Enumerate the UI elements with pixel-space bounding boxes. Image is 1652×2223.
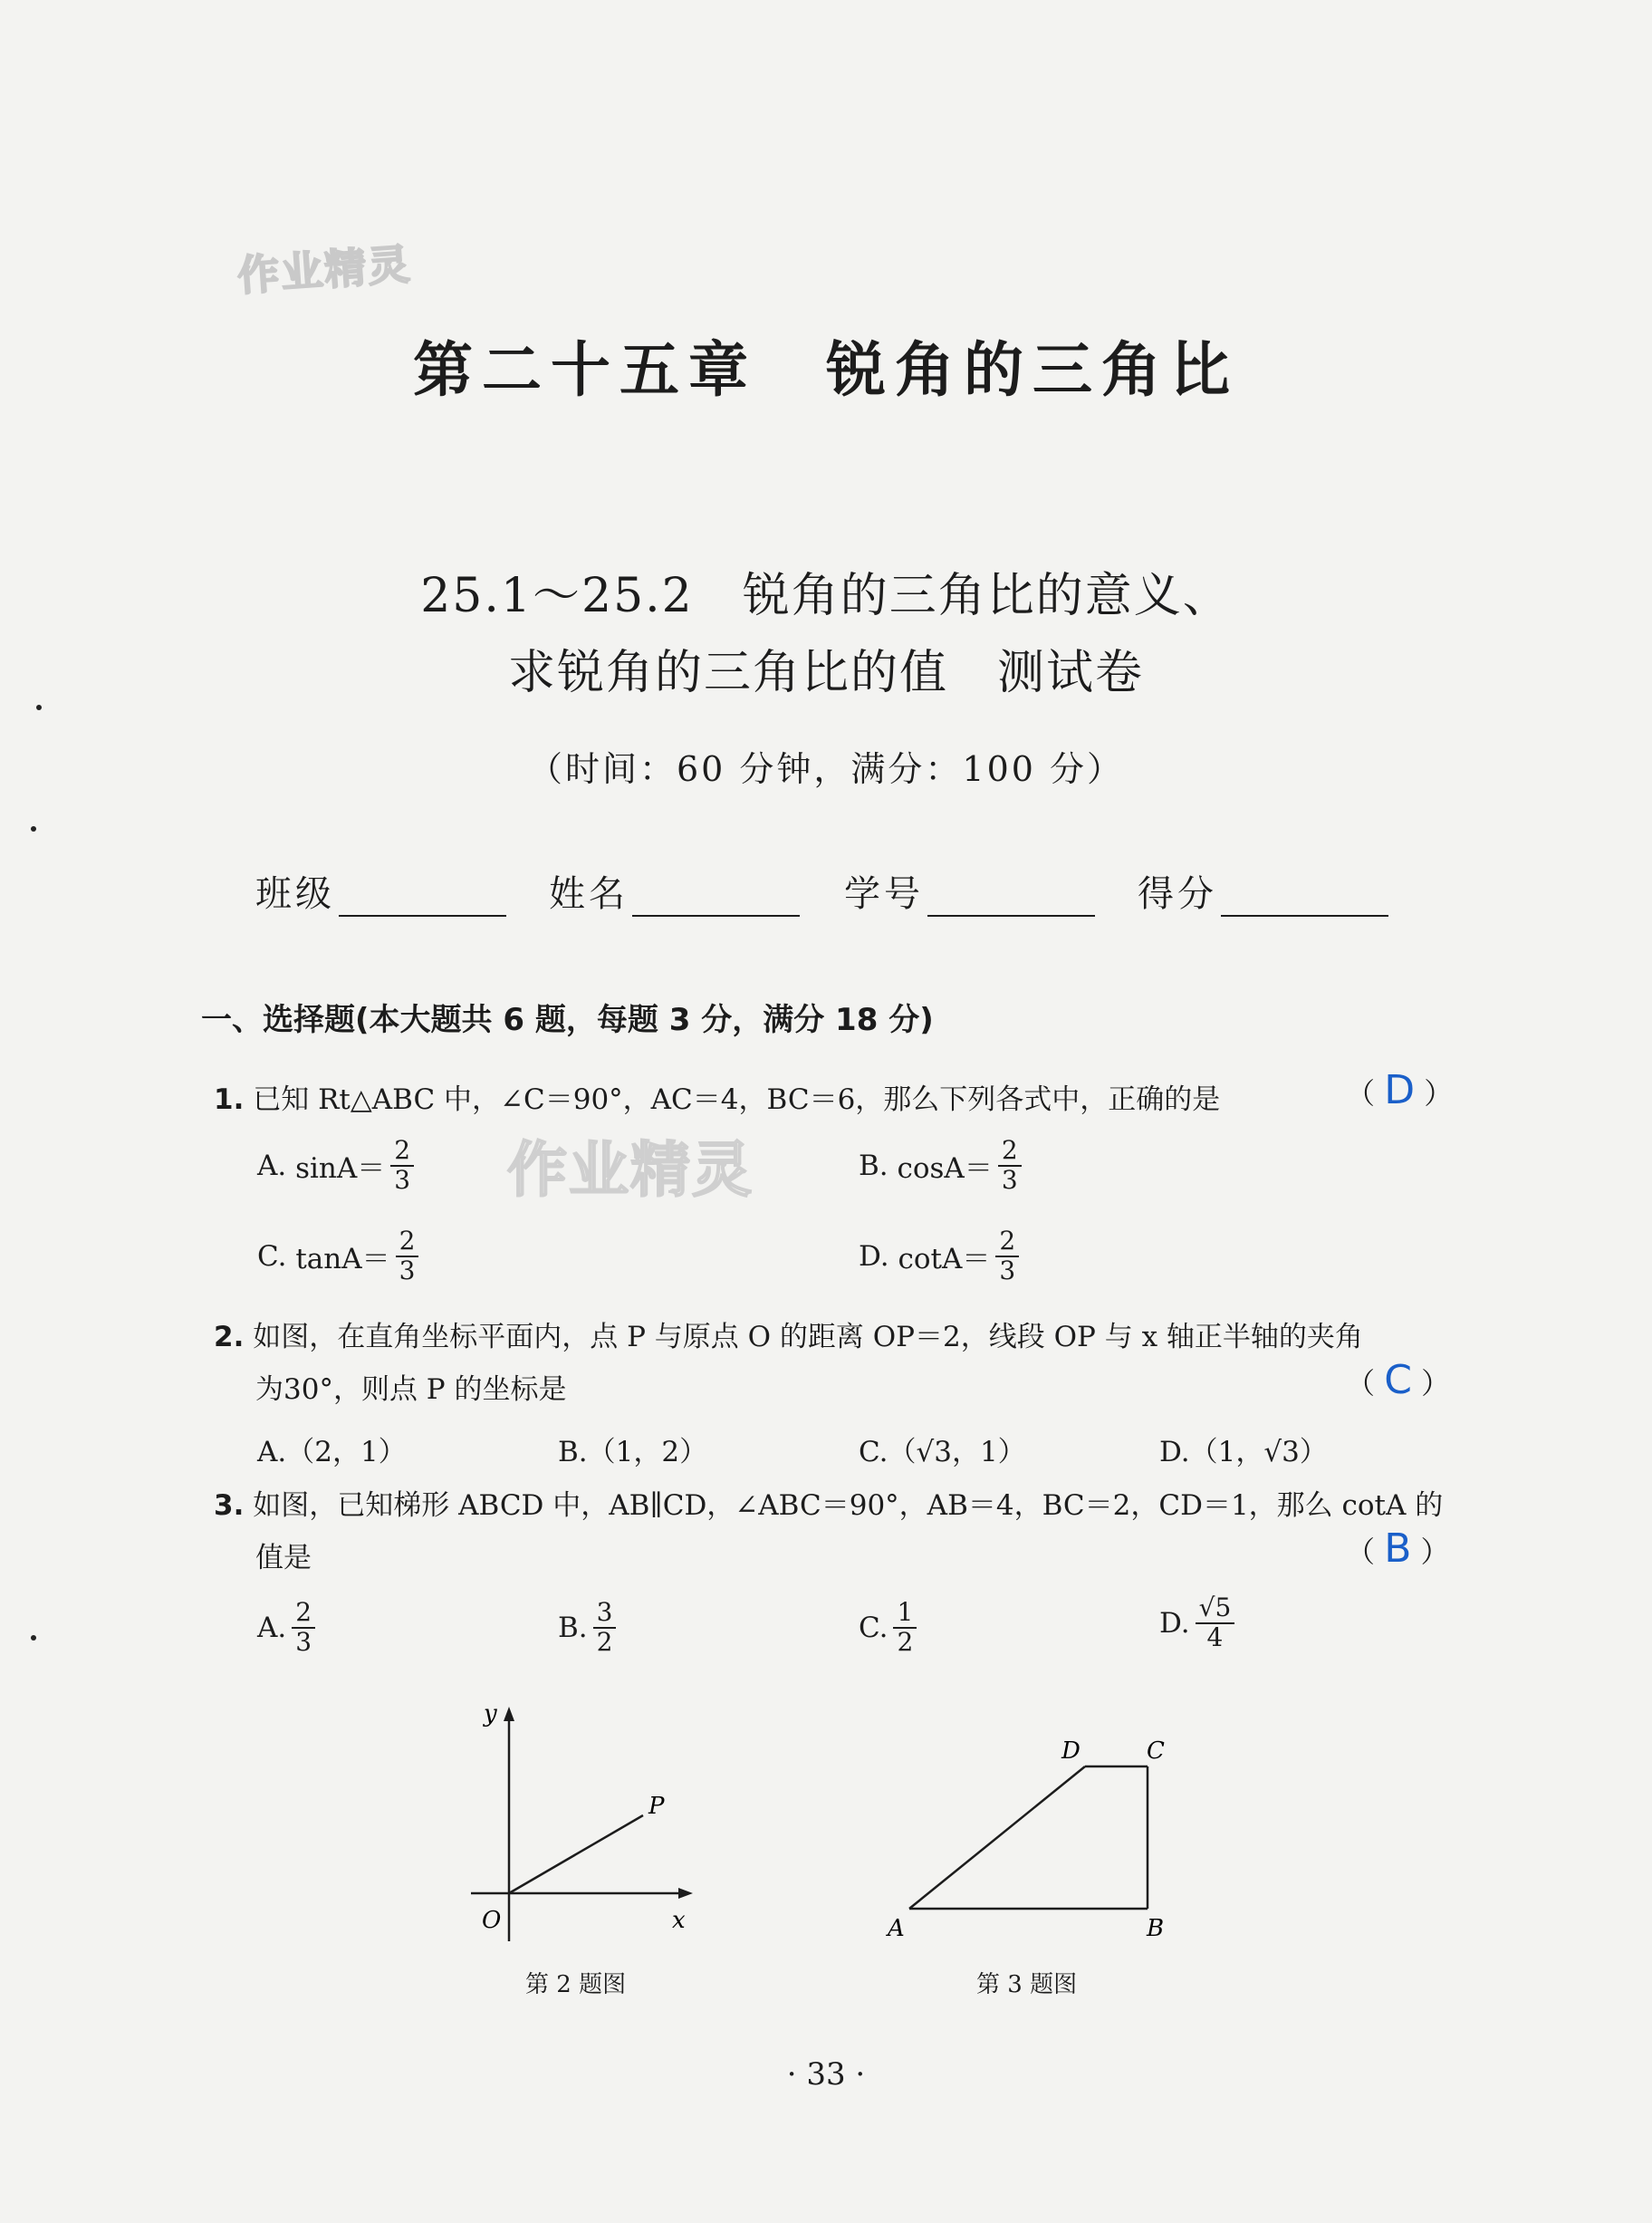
chapter-title: 第二十五章 锐角的三角比 [413, 335, 1239, 405]
score-field [1138, 865, 1388, 917]
q2-number: 2. [214, 1321, 245, 1353]
option-label: B. [558, 1611, 588, 1644]
segment-op [509, 1815, 643, 1893]
q2-answer-box: （ C ） [1346, 1357, 1451, 1403]
option-label: D. [859, 1239, 889, 1273]
label-a: A [888, 1915, 905, 1942]
name-blank[interactable] [632, 881, 800, 917]
q1-option-a[interactable] [257, 1137, 414, 1195]
student-id-field [844, 865, 1095, 917]
q3-option-c[interactable] [859, 1599, 917, 1657]
q3-option-a[interactable] [257, 1599, 315, 1657]
fraction-num: 2 [995, 1227, 1019, 1257]
student-id-label: 学号 [844, 873, 924, 915]
option-expr: cosA＝ [897, 1152, 993, 1186]
class-blank[interactable] [339, 881, 506, 917]
margin-dot [31, 1635, 36, 1641]
q3-option-d[interactable] [1159, 1594, 1234, 1652]
option-expr: sinA＝ [295, 1152, 386, 1186]
q3-answer: B [1384, 1525, 1412, 1572]
fraction-num: 2 [998, 1137, 1022, 1167]
q3-answer-box: （ B ） [1346, 1525, 1450, 1572]
y-axis-arrow [504, 1707, 514, 1721]
option-label: B. [859, 1149, 888, 1182]
watermark-middle: 作业精灵 [507, 1135, 754, 1205]
margin-dot [31, 826, 36, 832]
q3-text-line2: 值是 [255, 1542, 312, 1574]
q2-option-a[interactable]: A.（2，1） [257, 1436, 407, 1468]
fraction-den: 2 [897, 1626, 914, 1657]
fraction-num: 1 [893, 1599, 917, 1629]
fraction-num: 3 [593, 1599, 617, 1629]
figure-2 [453, 1701, 706, 1946]
label-c: C [1147, 1737, 1165, 1765]
option-label: D. [1159, 1606, 1190, 1640]
option-expr: cotA＝ [898, 1243, 991, 1276]
time-info: （时间：60 分钟，满分：100 分） [527, 749, 1125, 789]
score-blank[interactable] [1221, 881, 1388, 917]
margin-dot [36, 705, 42, 710]
q1-answer-box: （ D ） [1346, 1067, 1454, 1113]
fraction [995, 1227, 1019, 1285]
fraction-den: 3 [1001, 1164, 1018, 1195]
option-expr: tanA＝ [295, 1243, 390, 1276]
page-number: · 33 · [786, 2056, 866, 2093]
q3-number: 3. [214, 1489, 245, 1522]
q1-stem [214, 1076, 1220, 1117]
q1-answer: D [1384, 1067, 1416, 1113]
fraction-num: 2 [396, 1227, 419, 1257]
figure-2-caption: 第 2 题图 [525, 1971, 627, 1998]
fraction [1196, 1594, 1235, 1652]
option-label: C. [859, 1611, 888, 1644]
watermark-top: 作业精灵 [235, 239, 413, 301]
x-axis-arrow [678, 1888, 693, 1899]
label-y: y [484, 1701, 497, 1727]
q2-text-line2: 为30°，则点 P 的坐标是 [255, 1373, 567, 1406]
fraction-den: 3 [399, 1255, 416, 1285]
q3-text-line1: 如图，已知梯形 ABCD 中，AB∥CD，∠ABC＝90°，AB＝4，BC＝2，CD＝1，那么 cotA 的 [253, 1489, 1444, 1522]
fraction-num: 2 [292, 1599, 315, 1629]
q2-option-d[interactable]: D.（1，√3） [1159, 1436, 1328, 1468]
class-field [255, 865, 506, 917]
q2-text-line1: 如图，在直角坐标平面内，点 P 与原点 O 的距离 OP＝2，线段 OP 与 x 轴正半轴的夹角 [253, 1321, 1363, 1353]
fraction-den: 2 [596, 1626, 613, 1657]
label-x: x [672, 1907, 686, 1934]
q2-option-b[interactable]: B.（1，2） [558, 1436, 708, 1468]
q3-stem-line1 [214, 1482, 1443, 1523]
section-title-line1: 25.1～25.2 锐角的三角比的意义、 [420, 569, 1232, 623]
fraction [998, 1137, 1022, 1195]
fraction [292, 1599, 315, 1657]
q1-option-b[interactable] [859, 1137, 1022, 1195]
fraction-den: 3 [394, 1164, 411, 1195]
name-field [549, 865, 800, 917]
fraction-den: 4 [1206, 1622, 1224, 1652]
option-label: A. [257, 1149, 287, 1182]
part1-heading: 一、选择题(本大题共 6 题，每题 3 分，满分 18 分) [201, 1002, 934, 1038]
figure-3-caption: 第 3 题图 [976, 1971, 1078, 1998]
label-p: P [648, 1793, 665, 1820]
fraction [390, 1137, 414, 1195]
label-b: B [1147, 1915, 1165, 1942]
q1-option-d[interactable] [859, 1227, 1019, 1285]
label-o: O [482, 1907, 502, 1934]
section-title-line2: 求锐角的三角比的值 测试卷 [507, 646, 1144, 700]
fraction-num: √5 [1196, 1594, 1235, 1624]
label-d: D [1061, 1737, 1081, 1765]
option-label: C. [257, 1239, 287, 1273]
q2-stem-line1 [214, 1314, 1363, 1354]
fraction-den: 3 [999, 1255, 1016, 1285]
figure-3 [879, 1726, 1177, 1948]
fraction [396, 1227, 419, 1285]
q1-option-c[interactable] [257, 1227, 418, 1285]
fraction [593, 1599, 617, 1657]
option-label: A. [257, 1611, 287, 1644]
q2-answer: C [1384, 1357, 1412, 1403]
q3-option-b[interactable] [558, 1599, 616, 1657]
q2-option-c[interactable]: C.（√3，1） [859, 1436, 1026, 1468]
student-id-blank[interactable] [927, 881, 1095, 917]
score-label: 得分 [1138, 873, 1217, 915]
fraction-den: 3 [295, 1626, 312, 1657]
q1-text: 已知 Rt△ABC 中，∠C＝90°，AC＝4，BC＝6，那么下列各式中，正确的是 [253, 1083, 1221, 1116]
q1-number: 1. [214, 1083, 245, 1116]
name-label: 姓名 [549, 873, 629, 915]
fraction [893, 1599, 917, 1657]
class-label: 班级 [255, 873, 335, 915]
fraction-num: 2 [390, 1137, 414, 1167]
side-da [909, 1766, 1085, 1909]
